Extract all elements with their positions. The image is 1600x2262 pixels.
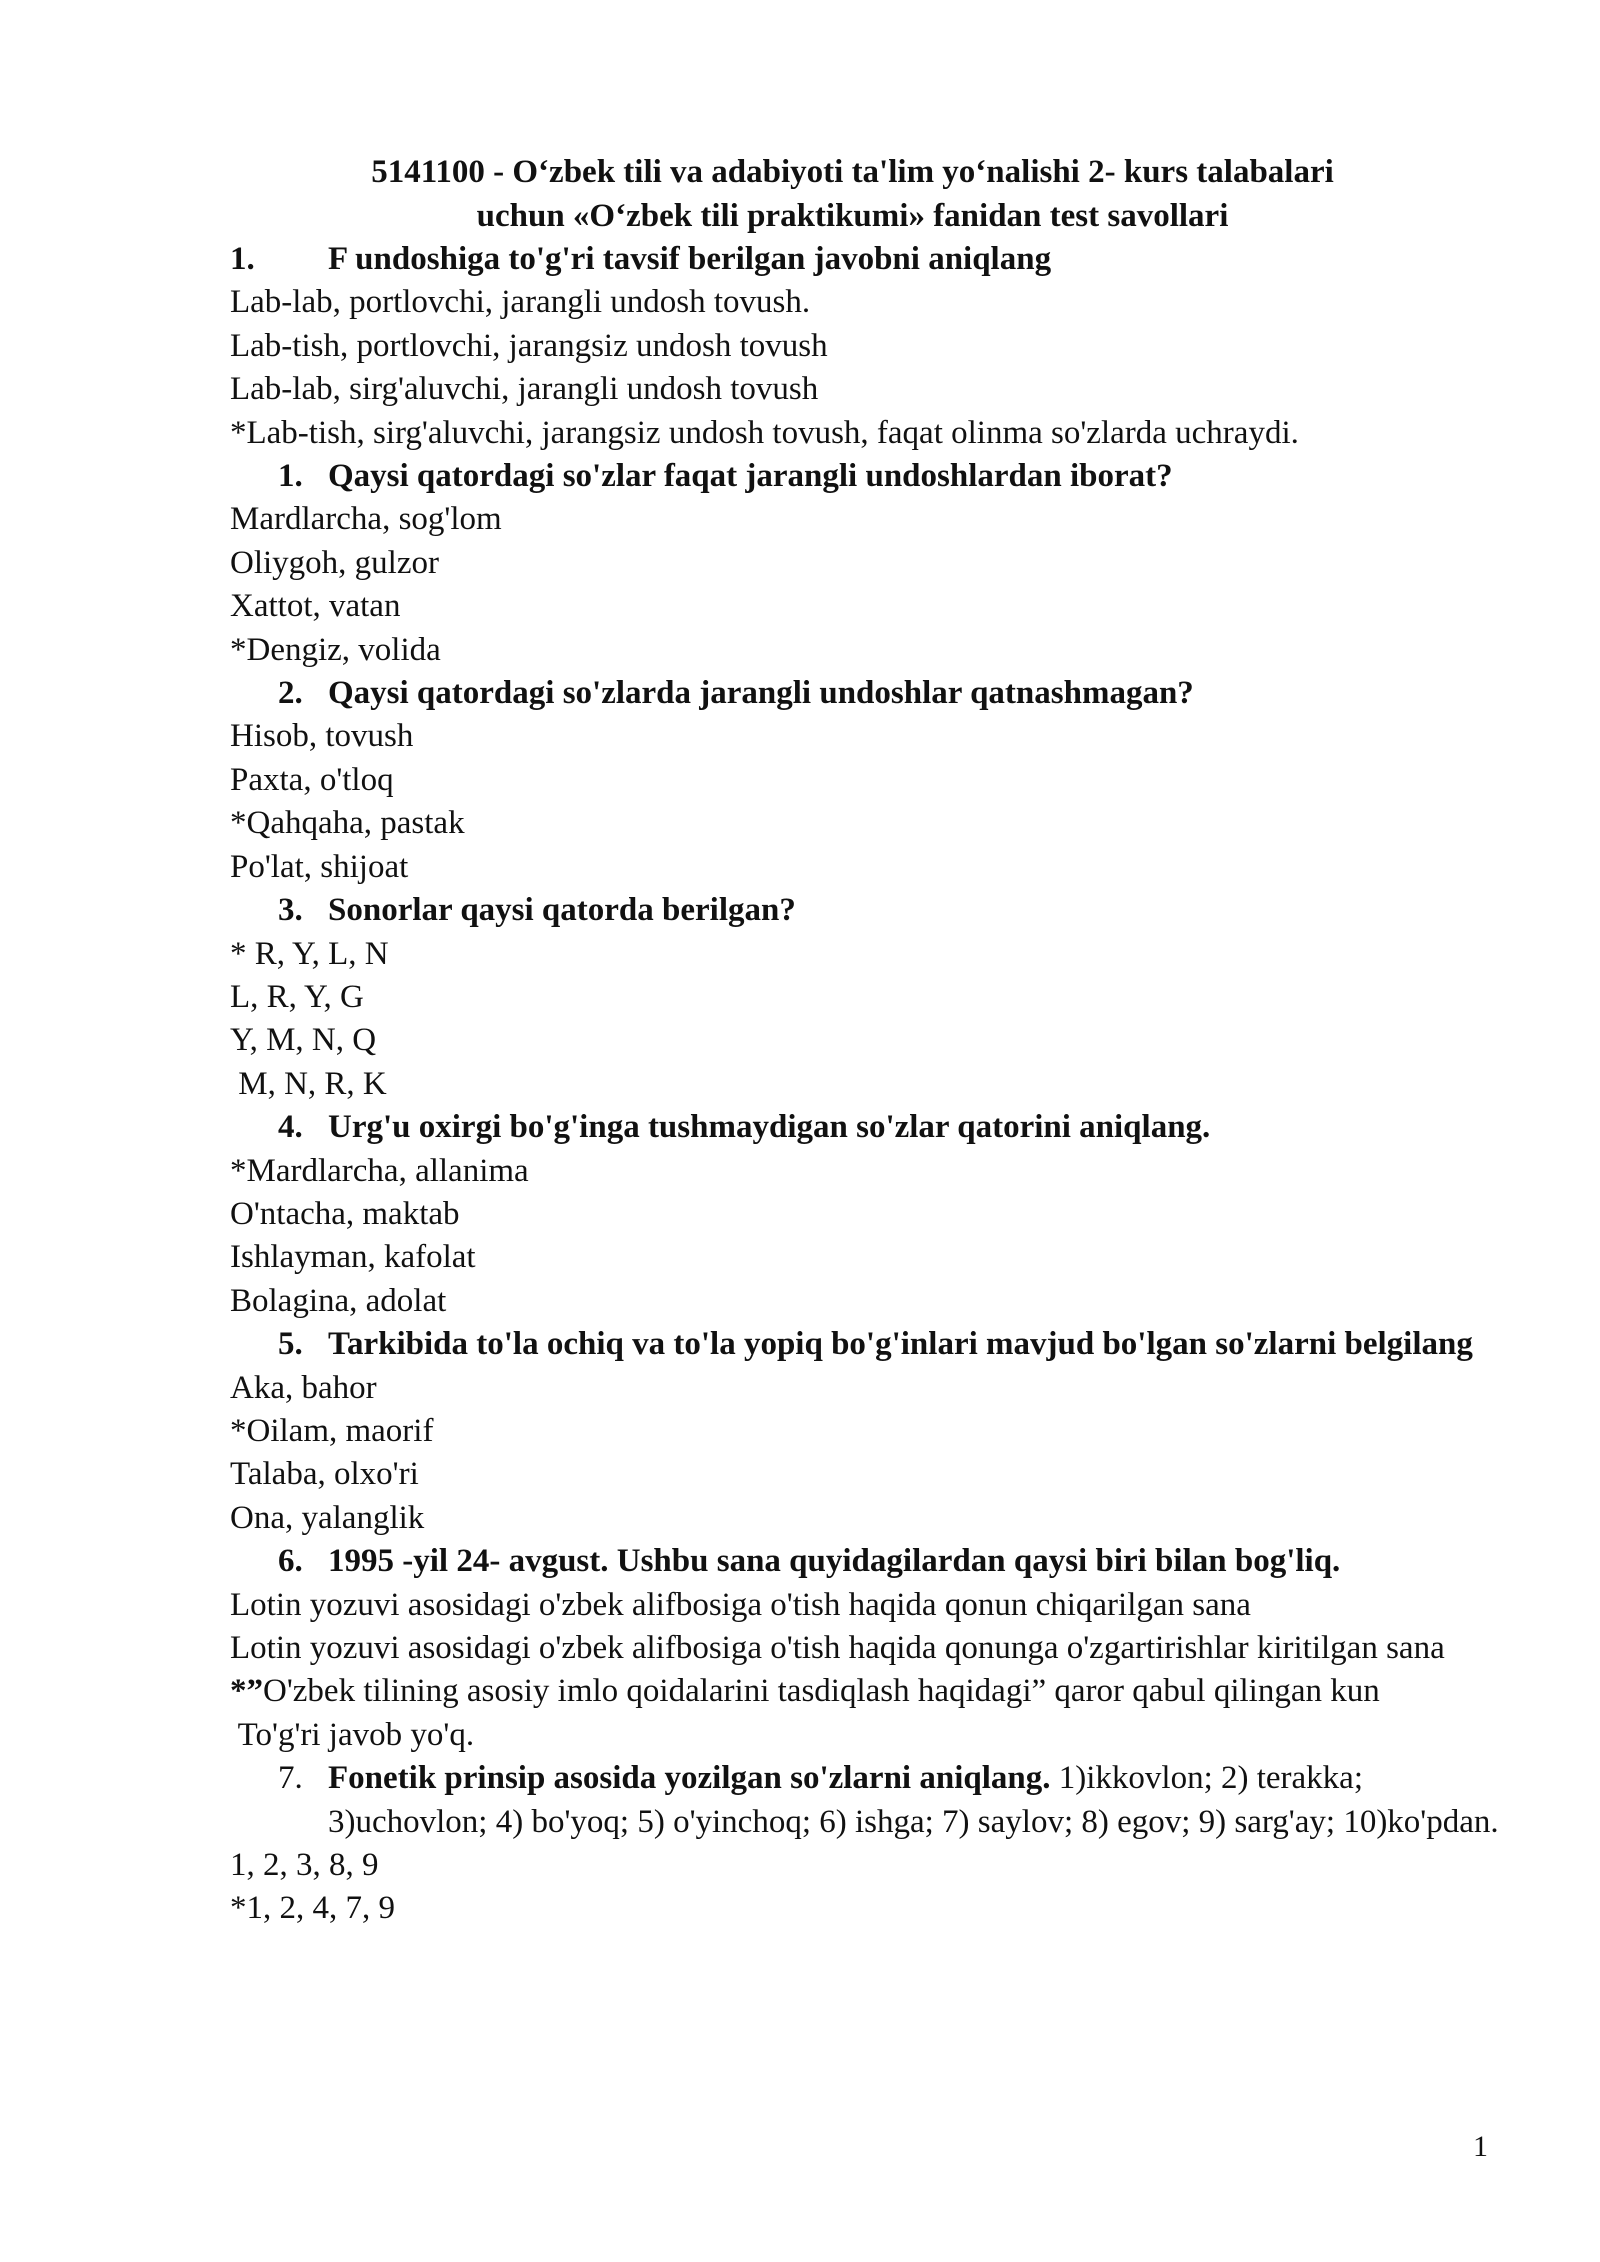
question-text-rest: 1)ikkovlon; 2) terakka; 3)uchovlon; 4) bo'yoq; 5) o'yinchoq; 6) ishga; 7) saylov; 8) egov; 9) sarg'ay; 10)ko'pdan. — [328, 1760, 1499, 1840]
document-title — [230, 150, 1475, 238]
answer-option: Oliygoh, gulzor — [230, 544, 439, 581]
question-text: F undoshiga to'g'ri tavsif berilgan javobni aniqlang — [328, 241, 1052, 277]
question-text-wrapper — [328, 1757, 1500, 1844]
answer-option: Lotin yozuvi asosidagi o'zbek alifbosiga o'tish haqida qonun chiqarilgan sana — [230, 1586, 1251, 1623]
question-heading — [230, 455, 1500, 498]
answer-option: Po'lat, shijoat — [230, 848, 409, 885]
question-number: 2. — [278, 675, 303, 712]
answer-option: Lab-tish, portlovchi, jarangsiz undosh tovush — [230, 327, 828, 364]
answer-option: *Dengiz, volida — [230, 631, 441, 668]
answer-option: Aka, bahor — [230, 1369, 377, 1406]
answer-option: 1, 2, 3, 8, 9 — [230, 1847, 379, 1884]
answer-option: Ishlayman, kafolat — [230, 1239, 476, 1276]
answer-option — [230, 1670, 1500, 1713]
title-line-2: uchun «O‘zbek tili praktikumi» fanidan test savollari — [476, 198, 1229, 234]
answer-option: Hisob, tovush — [230, 718, 414, 755]
answer-option: L, R, Y, G — [230, 978, 364, 1015]
answer-option: Lotin yozuvi asosidagi o'zbek alifbosiga o'tish haqida qonunga o'zgartirishlar kiritilgan sana — [230, 1630, 1445, 1666]
answer-option: Bolagina, adolat — [230, 1282, 447, 1319]
answer-option: Y, M, N, Q — [230, 1022, 377, 1059]
question-number: 4. — [278, 1109, 303, 1146]
answer-option: *Qahqaha, pastak — [230, 805, 465, 842]
correct-mark: *” — [230, 1673, 263, 1710]
question-text: Sonorlar qaysi qatorda berilgan? — [328, 892, 796, 929]
question-text: Fonetik prinsip asosida yozilgan so'zlarni aniqlang. — [328, 1760, 1051, 1797]
question-number: 1. — [278, 458, 303, 495]
answer-option: Lab-lab, portlovchi, jarangli undosh tovush. — [230, 284, 811, 321]
question-heading — [230, 1106, 1500, 1149]
answer-option: Mardlarcha, sog'lom — [230, 501, 502, 538]
question-heading — [230, 238, 1500, 281]
answer-option: *Oilam, maorif — [230, 1412, 434, 1449]
question-text: Tarkibida to'la ochiq va to'la yopiq bo'g'inlari mavjud bo'lgan so'zlarni belgilang — [328, 1326, 1473, 1363]
answer-option: O'ntacha, maktab — [230, 1195, 460, 1232]
answer-option: *Mardlarcha, allanima — [230, 1152, 529, 1189]
answer-option: Ona, yalanglik — [230, 1499, 425, 1536]
answer-option: Lab-lab, sirg'aluvchi, jarangli undosh tovush — [230, 371, 819, 408]
answer-option: M, N, R, K — [230, 1065, 387, 1102]
question-heading — [230, 1757, 1500, 1844]
title-line-1: 5141100 - O‘zbek tili va adabiyoti ta'lim yo‘nalishi 2- kurs talabalari — [371, 154, 1334, 190]
question-number: 7. — [278, 1760, 303, 1797]
question-number: 6. — [278, 1543, 303, 1580]
question-heading — [230, 1323, 1500, 1366]
answer-option: Paxta, o'tloq — [230, 761, 394, 798]
answer-option: Talaba, olxo'ri — [230, 1456, 419, 1493]
question-text: Qaysi qatordagi so'zlarda jarangli undoshlar qatnashmagan? — [328, 675, 1194, 712]
answer-option: *Lab-tish, sirg'aluvchi, jarangsiz undosh tovush, faqat olinma so'zlarda uchraydi. — [230, 414, 1299, 451]
answer-option: To'g'ri javob yo'q. — [230, 1716, 475, 1753]
answer-option-text: O'zbek tilining asosiy imlo qoidalarini tasdiqlash haqidagi” qaror qabul qilingan kun — [263, 1673, 1380, 1710]
question-text: Qaysi qatordagi so'zlar faqat jarangli undoshlardan iborat? — [328, 458, 1173, 495]
question-list — [230, 238, 1500, 1931]
question-number: 3. — [278, 892, 303, 929]
question-text: Urg'u oxirgi bo'g'inga tushmaydigan so'zlar qatorini aniqlang. — [328, 1109, 1211, 1146]
question-number: 1. — [230, 241, 255, 277]
question-heading — [230, 889, 1500, 932]
question-heading — [230, 1540, 1500, 1583]
page-number: 1 — [1473, 2130, 1488, 2163]
question-text: 1995 -yil 24- avgust. Ushbu sana quyidagilardan qaysi biri bilan bog'liq. — [328, 1543, 1341, 1580]
question-number: 5. — [278, 1326, 303, 1363]
answer-option: Xattot, vatan — [230, 588, 401, 625]
answer-option: *1, 2, 4, 7, 9 — [230, 1890, 395, 1927]
question-heading — [230, 672, 1500, 715]
answer-option: * R, Y, L, N — [230, 935, 389, 972]
